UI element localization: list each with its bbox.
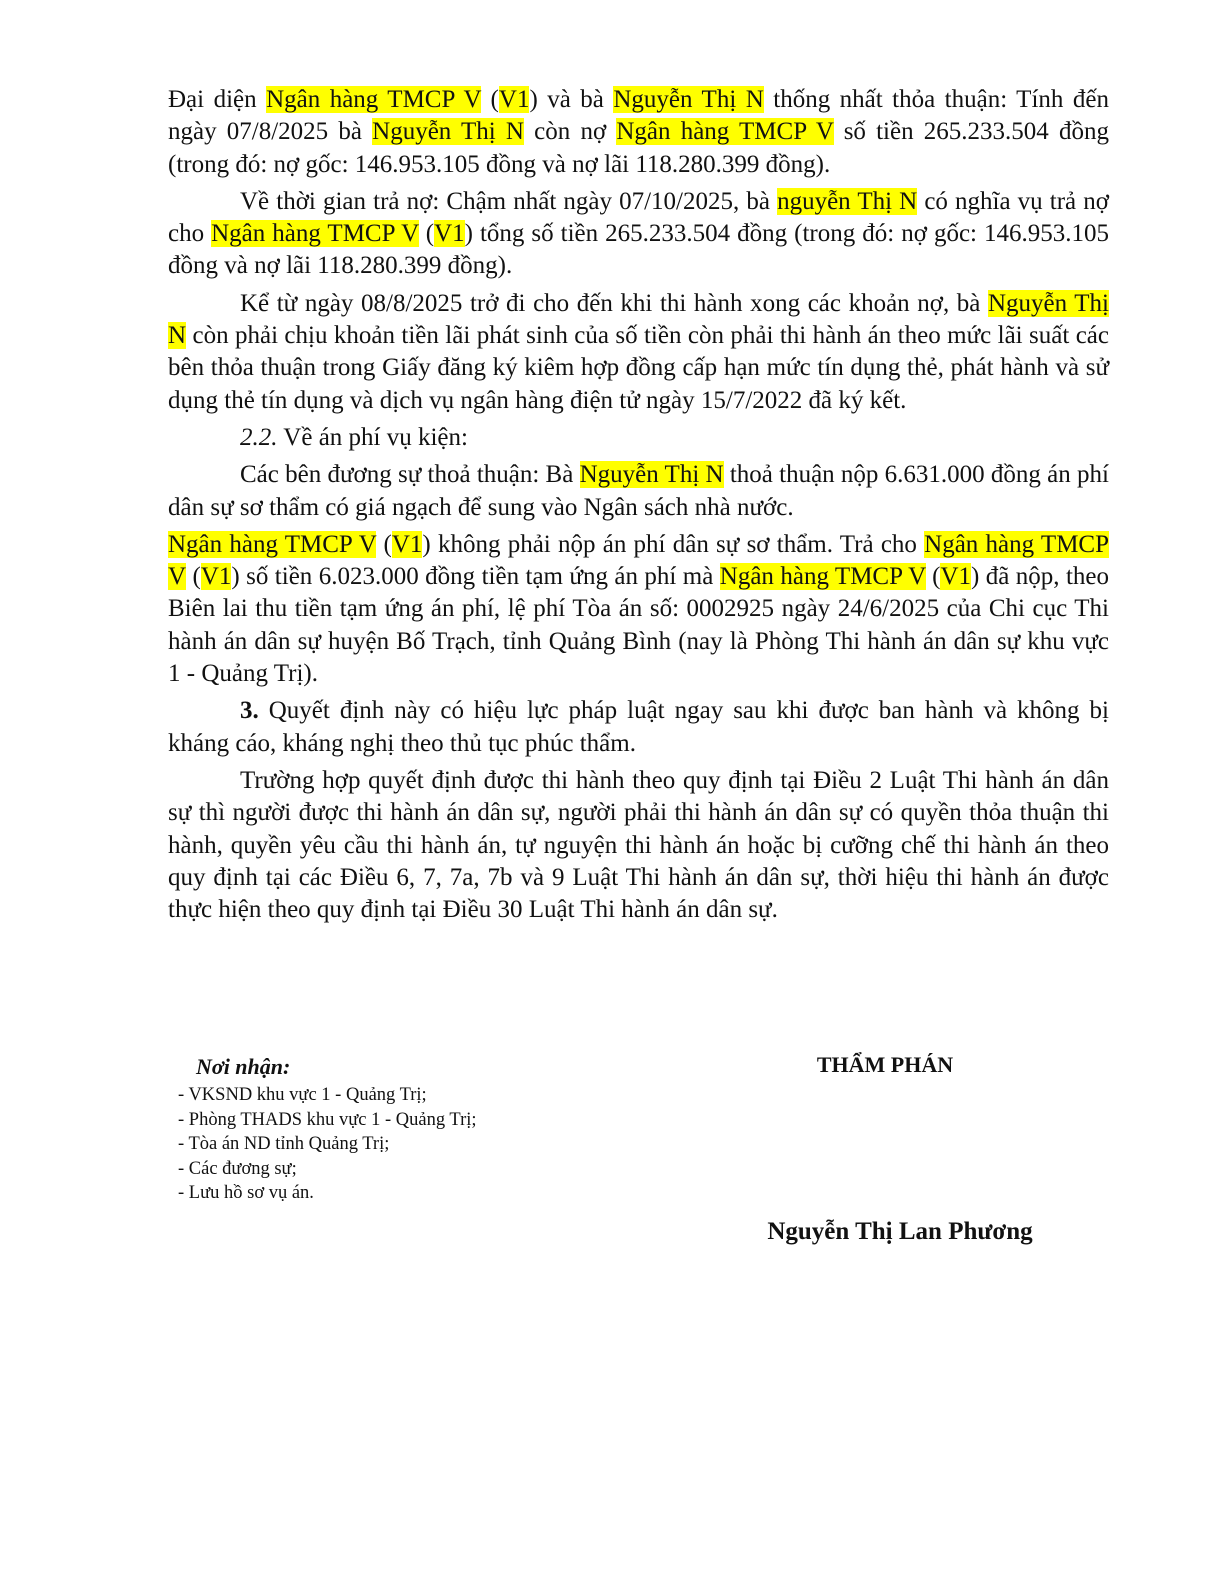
text-run: (: [186, 563, 201, 591]
highlight-bank-name: Ngân hàng TMCP V: [719, 563, 926, 591]
text-run: thống nhất thỏa thuận: Tính đến ngày 07/8/2025 bà: [168, 86, 1109, 146]
text-run: ) và bà: [529, 86, 614, 113]
text-run: Kể từ ngày 08/8/2025 trở đi cho đến khi thi hành xong các khoản nợ, bà: [240, 289, 988, 317]
text-run: ) đã nộp, theo Biên lai thu tiền tạm ứng án phí, lệ phí Tòa án số: 0002925 ngày 24/6/2025 của Chi cục Thi hành án dân sự huyện Bố Trạch, tỉnh Quảng Bình (nay là Phòng Thi hành án dân sự khu vực 1 - Quảng Trị).: [168, 563, 1110, 688]
text-run: Đại diện: [168, 86, 267, 113]
text-run: (: [481, 86, 499, 113]
highlight-debtor-name: Nguyễn Thị N: [372, 118, 524, 146]
paragraph-interest: [168, 288, 1109, 417]
text-run: còn phải chịu khoản tiền lãi phát sinh của số tiền còn phải thi hành án theo mức lãi suất các bên thỏa thuận trong Giấy đăng ký kiêm hợp đồng cấp hạn mức tín dụng thẻ, phát hành và sử dụng thẻ tín dụng và dịch vụ ngân hàng điện tử ngày 15/7/2022 đã ký kết.: [168, 322, 1109, 414]
text-run: (: [376, 530, 392, 558]
recipients-list: [178, 1083, 598, 1206]
highlight-bank-code: V1: [200, 563, 232, 591]
section-heading-court-fees: [168, 422, 1109, 454]
text-run: số tiền 265.233.504 đồng (trong đó: nợ gốc: 146.953.105 đồng và nợ lãi 118.280.399 đồng).: [168, 118, 1109, 178]
text-run: Trường hợp quyết định được thi hành theo quy định tại Điều 2 Luật Thi hành án dân sự thì người được thi hành án dân sự, người phải thi hành án dân sự có quyền thỏa thuận thi hành, quyền yêu cầu thi hành án, tự nguyện thi hành án hoặc bị cưỡng chế thi hành án theo quy định tại các Điều 6, 7, 7a, 7b và 9 Luật Thi hành án dân sự, thời hiệu thi hành án được thực hiện theo quy định tại Điều 30 Luật Thi hành án dân sự.: [168, 766, 1109, 924]
paragraph-fee-agreement: [168, 459, 1109, 524]
text-run: Các bên đương sự thoả thuận: Bà: [240, 461, 580, 489]
text-run: Quyết định này có hiệu lực pháp luật ngay sau khi được ban hành và không bị kháng cáo, kháng nghị theo thủ tục phúc thẩm.: [168, 697, 1109, 757]
text-run: thoả thuận nộp 6.631.000 đồng án phí dân sự sơ thẩm có giá ngạch để sung vào Ngân sách nhà nước.: [168, 461, 1109, 521]
recipient-item: - Phòng THADS khu vực 1 - Quảng Trị;: [178, 1109, 477, 1130]
highlight-bank-code: V1: [498, 86, 530, 113]
highlight-bank-name: Ngân hàng TMCP V: [168, 530, 377, 558]
highlight-bank-name: Ngân hàng TMCP V: [616, 118, 834, 146]
highlight-bank-name: Ngân hàng TMCP V: [211, 220, 419, 248]
judge-title: THẨM PHÁN: [816, 1052, 954, 1077]
paragraph-fee-refund: [168, 529, 1109, 690]
paragraph-effectiveness: [168, 695, 1109, 760]
recipient-item: - Các đương sự;: [178, 1158, 297, 1179]
text-run: (: [925, 563, 941, 591]
paragraph-agreement: [168, 84, 1109, 181]
highlight-bank-name: Ngân hàng TMCP V: [168, 530, 1109, 591]
text-run: có nghĩa vụ trả nợ cho: [168, 187, 1109, 248]
text-run: (: [418, 220, 435, 248]
highlight-bank-code: V1: [391, 530, 423, 558]
highlight-bank-code: V1: [434, 220, 465, 248]
section-title: Về án phí vụ kiện:: [277, 423, 468, 451]
text-run: Về thời gian trả nợ: Chậm nhất ngày 07/10/2025, bà: [240, 187, 778, 215]
recipient-item: - Lưu hồ sơ vụ án.: [178, 1183, 314, 1203]
highlight-debtor-name: Nguyễn Thị N: [168, 289, 1109, 350]
recipients-title: Nơi nhận:: [196, 1054, 291, 1079]
highlight-bank-code: V1: [940, 563, 971, 591]
section-number: 3.: [240, 697, 259, 725]
text-run: ) tổng số tiền 265.233.504 đồng (trong đó: nợ gốc: 146.953.105 đồng và nợ lãi 118.280.399 đồng).: [168, 220, 1109, 280]
text-run: ) số tiền 6.023.000 đồng tiền tạm ứng án phí mà: [231, 563, 720, 591]
highlight-debtor-name: nguyễn Thị N: [777, 187, 918, 215]
paragraph-repayment-deadline: [168, 186, 1109, 283]
recipient-item: - Tòa án ND tỉnh Quảng Trị;: [178, 1134, 390, 1154]
highlight-bank-name: Ngân hàng TMCP V: [266, 86, 482, 113]
highlight-debtor-name: Nguyễn Thị N: [613, 86, 764, 113]
recipients-block: [178, 1054, 598, 1206]
section-number: 2.2.: [240, 423, 278, 451]
decision-body: [168, 84, 1109, 931]
paragraph-enforcement: [168, 765, 1109, 926]
highlight-debtor-name: Nguyễn Thị N: [579, 461, 724, 489]
judge-name: Nguyễn Thị Lan Phương: [767, 1218, 1033, 1245]
text-run: còn nợ: [523, 118, 617, 146]
recipient-item: - VKSND khu vực 1 - Quảng Trị;: [178, 1085, 427, 1105]
text-run: ) không phải nộp án phí dân sự sơ thẩm. Trả cho: [422, 530, 925, 558]
